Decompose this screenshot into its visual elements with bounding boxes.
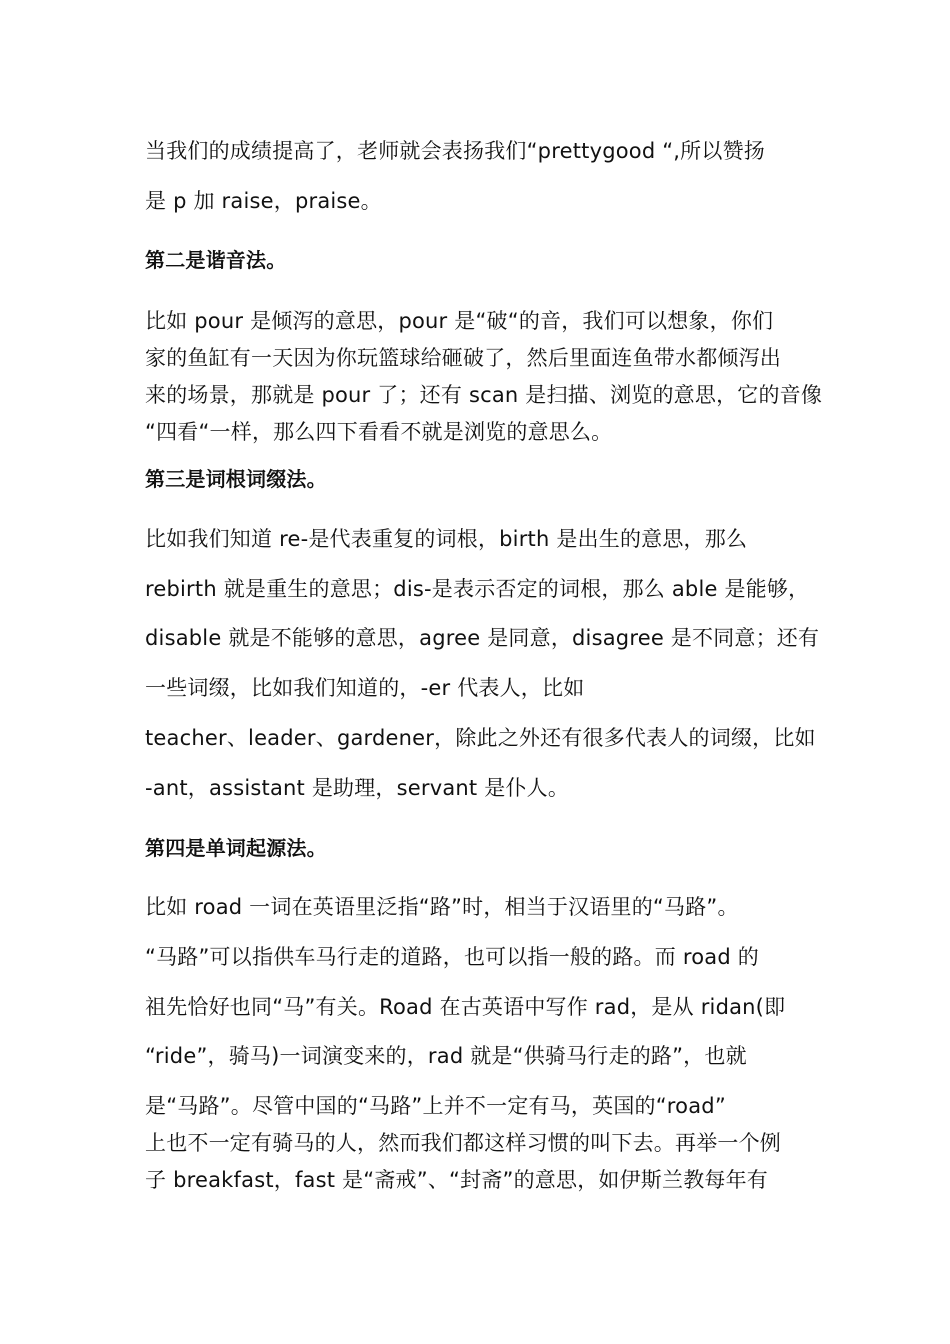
- paragraph-line: “四看“一样，那么四下看看不就是浏览的意思么。: [145, 420, 613, 444]
- paragraph-line: 是“马路”。尽管中国的“马路”上并不一定有马，英国的“road”: [145, 1094, 726, 1118]
- paragraph-line: 来的场景，那就是 pour 了；还有 scan 是扫描、浏览的意思，它的音像: [145, 383, 823, 407]
- paragraph-line: teacher、leader、gardener，除此之外还有很多代表人的词缀，比如: [145, 726, 816, 750]
- section-heading: 第四是单词起源法。: [145, 836, 327, 860]
- section-heading: 第三是词根词缀法。: [145, 467, 327, 491]
- paragraph-line: 一些词缀，比如我们知道的，-er 代表人，比如: [145, 676, 585, 700]
- paragraph-line: -ant，assistant 是助理，servant 是仆人。: [145, 776, 570, 800]
- paragraph-line: “ride”，骑马)一词演变来的，rad 就是“供骑马行走的路”，也就: [145, 1044, 747, 1068]
- paragraph-line: rebirth 就是重生的意思；dis-是表示否定的词根，那么 able 是能够，: [145, 577, 810, 601]
- paragraph-line: 上也不一定有骑马的人，然而我们都这样习惯的叫下去。再举一个例: [145, 1131, 781, 1155]
- section-heading: 第二是谐音法。: [145, 248, 287, 272]
- paragraph-line: 比如 pour 是倾泻的意思，pour 是“破“的音，我们可以想象，你们: [145, 309, 774, 333]
- paragraph-line: 比如 road 一词在英语里泛指“路”时，相当于汉语里的“马路”。: [145, 895, 739, 919]
- paragraph-line: 比如我们知道 re-是代表重复的词根，birth 是出生的意思，那么: [145, 527, 748, 551]
- paragraph-line: “马路”可以指供车马行走的道路，也可以指一般的路。而 road 的: [145, 945, 759, 969]
- paragraph-line: disable 就是不能够的意思，agree 是同意，disagree 是不同意；还有: [145, 626, 820, 650]
- paragraph-line: 家的鱼缸有一天因为你玩篮球给砸破了，然后里面连鱼带水都倾泻出: [145, 346, 781, 370]
- paragraph-line: 祖先恰好也同“马”有关。Road 在古英语中写作 rad，是从 ridan(即: [145, 995, 786, 1019]
- paragraph-line: 当我们的成绩提高了，老师就会表扬我们“prettygood “,所以赞扬: [145, 139, 765, 163]
- paragraph-line: 子 breakfast，fast 是“斋戒”、“封斋”的意思，如伊斯兰教每年有: [145, 1168, 768, 1192]
- paragraph-line: 是 p 加 raise，praise。: [145, 189, 382, 213]
